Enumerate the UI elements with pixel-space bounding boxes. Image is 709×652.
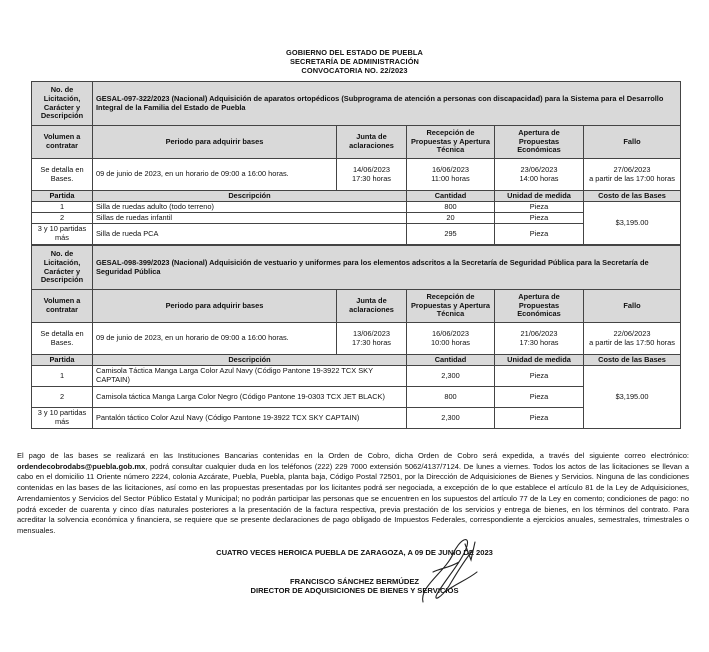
signer-role: DIRECTOR DE ADQUISICIONES DE BIENES Y SERVICIOS xyxy=(250,586,459,595)
body-text-part1: El pago de las bases se realizará en las Instituciones Bancarias contenidas en la Orden de Cobro, dicha Orden de Cobro será expedida, a través del siguiente correo electrónico: xyxy=(17,451,689,460)
costo-bases-value: $3,195.00 xyxy=(584,202,681,245)
header-secretariat: SECRETARÍA DE ADMINISTRACIÓN xyxy=(290,57,419,66)
periodo-value: 09 de junio de 2023, en un horario de 09:00 a 16:00 horas. xyxy=(93,159,337,191)
licitacion-table-2 xyxy=(31,245,681,429)
label-recepcion: Recepción de Propuestas y Apertura Técnica xyxy=(407,290,495,323)
body-paragraph xyxy=(17,451,689,537)
unidad-cell: Pieza xyxy=(495,202,584,213)
junta-value: 14/06/2023 17:30 horas xyxy=(337,159,407,191)
volumen-value: Se detalla en Bases. xyxy=(32,323,93,355)
fallo-value: 27/06/2023 a partir de las 17:00 horas xyxy=(584,159,681,191)
descripcion-cell: Silla de ruedas adulto (todo terreno) xyxy=(93,202,407,213)
partida-cell: 2 xyxy=(32,213,93,224)
label-volumen: Volumen a contratar xyxy=(32,290,93,323)
periodo-value: 09 de junio de 2023, en un horario de 09:00 a 16:00 horas. xyxy=(93,323,337,355)
fallo-value: 22/06/2023 a partir de las 17:50 horas xyxy=(584,323,681,355)
label-junta: Junta de aclaraciones xyxy=(337,126,407,159)
descripcion-cell: Pantalón táctico Color Azul Navy (Código Pantone 19-3922 TCX SKY CAPTAIN) xyxy=(93,408,407,429)
label-unidad: Unidad de medida xyxy=(495,355,584,366)
body-text-part2: , podrá consultar cualquier duda en los teléfonos (222) 229 7000 extensión 5062/4137/7124. De lunes a viernes. Todos los actos de las licitaciones se llevan a cabo en el domicilio 11 Oriente número 2224, colonia Azcárate, Puebla, Puebla, planta baja, Código Postal 72501, por la Dirección de Adquisiciones de Bienes y Servicios. Ninguna de las condiciones contenidas en las bases de las licitaciones, así como en las propuestas presentadas por los licitantes podrá ser negociada, a excepción de lo que establece el artículo 81 de la Ley de Adquisiciones, Arrendamientos y Servicios del Sector Público Estatal y Municipal; no podrán participar las personas que se encuentren en los supuestos del artículo 77 de la Ley en comento; condiciones de pago: no podrá exceder de cuarenta y cinco días naturales posteriores a la presentación de la factura respectiva, previa prestación de los servicios y entrega de bienes, en los términos del contrato. Para acreditar la solvencia económica y financiera, se requiere que se presente declaraciones de pago obligado de Impuestos Federales, correspondiente a ejercicios anuales, semestrales, trimestrales o mensuales. xyxy=(17,461,689,535)
cantidad-cell: 2,300 xyxy=(407,366,495,387)
descripcion-cell: Sillas de ruedas infantil xyxy=(93,213,407,224)
partida-cell: 1 xyxy=(32,202,93,213)
cantidad-cell: 800 xyxy=(407,387,495,408)
partida-cell: 3 y 10 partidas más xyxy=(32,224,93,245)
descripcion-cell: Silla de rueda PCA xyxy=(93,224,407,245)
licitacion-title: GESAL-097-322/2023 (Nacional) Adquisición de aparatos ortopédicos (Subprograma de atención a personas con discapacidad) para la Sistema para el Desarrollo Integral de la Familia del Estado de Puebla xyxy=(93,82,681,126)
label-num-licitacion: No. de Licitación, Carácter y Descripción xyxy=(32,82,93,126)
cantidad-cell: 295 xyxy=(407,224,495,245)
label-descripcion: Descripción xyxy=(93,355,407,366)
label-partida: Partida xyxy=(32,355,93,366)
apertura-value: 21/06/2023 17:30 horas xyxy=(495,323,584,355)
volumen-value: Se detalla en Bases. xyxy=(32,159,93,191)
apertura-value: 23/06/2023 14:00 horas xyxy=(495,159,584,191)
label-fallo: Fallo xyxy=(584,290,681,323)
label-periodo: Periodo para adquirir bases xyxy=(93,290,337,323)
signer-name: FRANCISCO SÁNCHEZ BERMÚDEZ xyxy=(289,577,420,586)
email-link[interactable]: ordendecobrodabs@puebla.gob.mx xyxy=(17,461,146,471)
partida-cell: 3 y 10 partidas más xyxy=(32,408,93,429)
recepcion-value: 16/06/2023 11:00 horas xyxy=(407,159,495,191)
recepcion-value: 16/06/2023 10:00 horas xyxy=(407,323,495,355)
label-apertura: Apertura de Propuestas Económicas xyxy=(495,290,584,323)
licitacion-title: GESAL-098-399/2023 (Nacional) Adquisición de vestuario y uniformes para los elementos adscritos a la Secretaría de Seguridad Pública para la Secretaría de Seguridad Pública xyxy=(93,246,681,290)
junta-value: 13/06/2023 17:30 horas xyxy=(337,323,407,355)
label-descripcion: Descripción xyxy=(93,191,407,202)
label-costo: Costo de las Bases xyxy=(584,355,681,366)
unidad-cell: Pieza xyxy=(495,366,584,387)
cantidad-cell: 800 xyxy=(407,202,495,213)
unidad-cell: Pieza xyxy=(495,213,584,224)
place-date: CUATRO VECES HEROICA PUEBLA DE ZARAGOZA, A 09 DE JUNIO DE 2023 xyxy=(216,548,493,557)
descripcion-cell: Camisola Táctica Manga Larga Color Azul Navy (Código Pantone 19-3922 TCX SKY CAPTAIN) xyxy=(93,366,407,387)
handwritten-signature xyxy=(415,532,485,618)
label-recepcion: Recepción de Propuestas y Apertura Técnica xyxy=(407,126,495,159)
descripcion-cell: Camisola táctica Manga Larga Color Negro (Código Pantone 19-0303 TCX JET BLACK) xyxy=(93,387,407,408)
unidad-cell: Pieza xyxy=(495,408,584,429)
header-convocatoria: CONVOCATORIA NO. 22/2023 xyxy=(301,66,408,75)
label-fallo: Fallo xyxy=(584,126,681,159)
label-cantidad: Cantidad xyxy=(407,355,495,366)
label-periodo: Periodo para adquirir bases xyxy=(93,126,337,159)
label-costo: Costo de las Bases xyxy=(584,191,681,202)
unidad-cell: Pieza xyxy=(495,387,584,408)
licitacion-table-1 xyxy=(31,81,681,245)
label-partida: Partida xyxy=(32,191,93,202)
label-unidad: Unidad de medida xyxy=(495,191,584,202)
cantidad-cell: 2,300 xyxy=(407,408,495,429)
label-cantidad: Cantidad xyxy=(407,191,495,202)
header-government: GOBIERNO DEL ESTADO DE PUEBLA xyxy=(286,48,423,57)
label-volumen: Volumen a contratar xyxy=(32,126,93,159)
unidad-cell: Pieza xyxy=(495,224,584,245)
label-apertura: Apertura de Propuestas Económicas xyxy=(495,126,584,159)
partida-cell: 1 xyxy=(32,366,93,387)
costo-bases-value: $3,195.00 xyxy=(584,366,681,429)
label-junta: Junta de aclaraciones xyxy=(337,290,407,323)
cantidad-cell: 20 xyxy=(407,213,495,224)
label-num-licitacion: No. de Licitación, Carácter y Descripción xyxy=(32,246,93,290)
partida-cell: 2 xyxy=(32,387,93,408)
